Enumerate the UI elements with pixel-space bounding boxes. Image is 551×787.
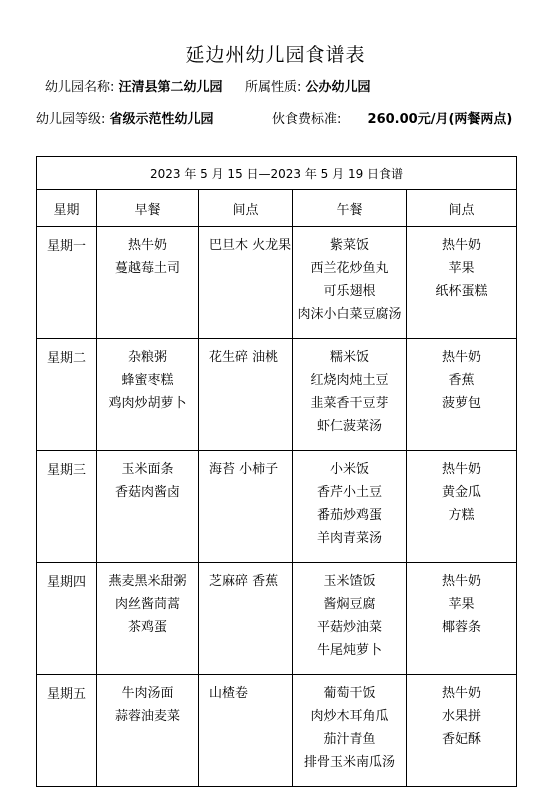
nature-value: 公办幼儿园 bbox=[305, 80, 371, 95]
lunch-item: 排骨玉米南瓜汤 bbox=[303, 755, 395, 770]
table-row bbox=[37, 227, 517, 339]
morning-snack-cell bbox=[199, 563, 293, 675]
day-cell: 星期四 bbox=[37, 563, 97, 675]
lunch-item: 牛尾炖萝卜 bbox=[316, 643, 382, 658]
lunch-cell bbox=[293, 563, 407, 675]
lunch-cell bbox=[293, 451, 407, 563]
lunch-item: 葡萄干饭 bbox=[323, 686, 376, 701]
lunch-item: 平菇炒油菜 bbox=[316, 620, 382, 635]
lunch-item: 番茄炒鸡蛋 bbox=[316, 508, 382, 523]
snack-item: 热牛奶 bbox=[442, 238, 482, 253]
lunch-item: 小米饭 bbox=[329, 462, 369, 477]
breakfast-item: 蔓越莓土司 bbox=[114, 261, 180, 276]
lunch-item: 玉米馇饭 bbox=[323, 574, 376, 589]
morning-snack-cell bbox=[199, 339, 293, 451]
snack-item: 海苔 小柿子 bbox=[209, 462, 279, 477]
lunch-cell bbox=[293, 339, 407, 451]
snack-item: 芝麻碎 香蕉 bbox=[209, 574, 279, 589]
lunch-item: 糯米饭 bbox=[329, 350, 369, 365]
breakfast-cell bbox=[97, 451, 199, 563]
snack-item: 香蕉 bbox=[448, 373, 475, 388]
afternoon-snack-cell bbox=[407, 339, 517, 451]
nature-line bbox=[245, 76, 371, 95]
header-breakfast: 早餐 bbox=[97, 190, 199, 227]
breakfast-item: 蒜蓉油麦菜 bbox=[114, 709, 180, 724]
breakfast-item: 燕麦黑米甜粥 bbox=[108, 574, 187, 589]
page-title: 延边州幼儿园食谱表 bbox=[185, 44, 366, 66]
day-cell: 星期一 bbox=[37, 227, 97, 339]
snack-item: 水果拼 bbox=[442, 709, 482, 724]
nature-label: 所属性质: bbox=[245, 80, 302, 95]
morning-snack-cell bbox=[199, 675, 293, 787]
lunch-item: 酱焖豆腐 bbox=[323, 597, 376, 612]
snack-item: 黄金瓜 bbox=[442, 485, 482, 500]
afternoon-snack-cell bbox=[407, 227, 517, 339]
breakfast-item: 玉米面条 bbox=[121, 462, 174, 477]
snack-item: 纸杯蛋糕 bbox=[435, 284, 488, 299]
table-row bbox=[37, 339, 517, 451]
lunch-item: 肉沫小白菜豆腐汤 bbox=[297, 307, 402, 322]
name-label: 幼儿园名称: bbox=[45, 80, 115, 95]
menu-table bbox=[36, 156, 517, 787]
lunch-item: 茄汁青鱼 bbox=[323, 732, 376, 747]
snack-item: 椰蓉条 bbox=[442, 620, 482, 635]
breakfast-cell bbox=[97, 675, 199, 787]
fee-value: 260.00元/月(两餐两点) bbox=[367, 112, 513, 127]
breakfast-item: 香菇肉酱卤 bbox=[114, 485, 180, 500]
day-cell: 星期三 bbox=[37, 451, 97, 563]
snack-item: 菠萝包 bbox=[442, 396, 482, 411]
table-row bbox=[37, 675, 517, 787]
snack-item: 花生碎 油桃 bbox=[209, 350, 279, 365]
lunch-item: 虾仁菠菜汤 bbox=[316, 419, 382, 434]
day-cell: 星期二 bbox=[37, 339, 97, 451]
header-day: 星期 bbox=[37, 190, 97, 227]
snack-item: 热牛奶 bbox=[442, 574, 482, 589]
lunch-item: 西兰花炒鱼丸 bbox=[310, 261, 389, 276]
table-row bbox=[37, 451, 517, 563]
fee-label: 伙食费标准: bbox=[272, 112, 342, 127]
breakfast-cell bbox=[97, 563, 199, 675]
lunch-cell bbox=[293, 227, 407, 339]
snack-item: 苹果 bbox=[448, 597, 475, 612]
day-cell: 星期五 bbox=[37, 675, 97, 787]
breakfast-item: 牛肉汤面 bbox=[121, 686, 174, 701]
breakfast-item: 鸡肉炒胡萝卜 bbox=[108, 396, 187, 411]
level-value: 省级示范性幼儿园 bbox=[109, 112, 214, 127]
name-value: 汪清县第二幼儿园 bbox=[118, 80, 223, 95]
breakfast-item: 杂粮粥 bbox=[127, 350, 167, 365]
lunch-cell bbox=[293, 675, 407, 787]
snack-item: 热牛奶 bbox=[442, 462, 482, 477]
lunch-item: 红烧肉炖土豆 bbox=[310, 373, 389, 388]
snack-item: 热牛奶 bbox=[442, 350, 482, 365]
kindergarten-name-line bbox=[45, 76, 223, 95]
lunch-item: 香芹小土豆 bbox=[316, 485, 382, 500]
table-caption: 2023 年 5 月 15 日—2023 年 5 月 19 日食谱 bbox=[37, 157, 517, 190]
level-label: 幼儿园等级: bbox=[36, 112, 106, 127]
breakfast-item: 热牛奶 bbox=[127, 238, 167, 253]
snack-item: 热牛奶 bbox=[442, 686, 482, 701]
snack-item: 巴旦木 火龙果 bbox=[209, 238, 292, 253]
header-snack-am: 间点 bbox=[199, 190, 293, 227]
breakfast-item: 肉丝酱茼蒿 bbox=[114, 597, 180, 612]
afternoon-snack-cell bbox=[407, 675, 517, 787]
lunch-item: 肉炒木耳角瓜 bbox=[310, 709, 389, 724]
table-row bbox=[37, 563, 517, 675]
afternoon-snack-cell bbox=[407, 451, 517, 563]
morning-snack-cell bbox=[199, 227, 293, 339]
breakfast-cell bbox=[97, 339, 199, 451]
lunch-item: 紫菜饭 bbox=[329, 238, 369, 253]
lunch-item: 韭菜香干豆芽 bbox=[310, 396, 389, 411]
afternoon-snack-cell bbox=[407, 563, 517, 675]
snack-item: 方糕 bbox=[448, 508, 475, 523]
snack-item: 山楂卷 bbox=[209, 686, 249, 701]
snack-item: 香妃酥 bbox=[442, 732, 482, 747]
header-row bbox=[37, 190, 517, 227]
breakfast-item: 蜂蜜枣糕 bbox=[121, 373, 174, 388]
fee-line bbox=[272, 108, 512, 127]
morning-snack-cell bbox=[199, 451, 293, 563]
breakfast-item: 茶鸡蛋 bbox=[127, 620, 167, 635]
lunch-item: 可乐翅根 bbox=[323, 284, 376, 299]
header-snack-pm: 间点 bbox=[407, 190, 517, 227]
snack-item: 苹果 bbox=[448, 261, 475, 276]
header-lunch: 午餐 bbox=[293, 190, 407, 227]
breakfast-cell bbox=[97, 227, 199, 339]
level-line bbox=[36, 108, 214, 127]
lunch-item: 羊肉青菜汤 bbox=[316, 531, 382, 546]
